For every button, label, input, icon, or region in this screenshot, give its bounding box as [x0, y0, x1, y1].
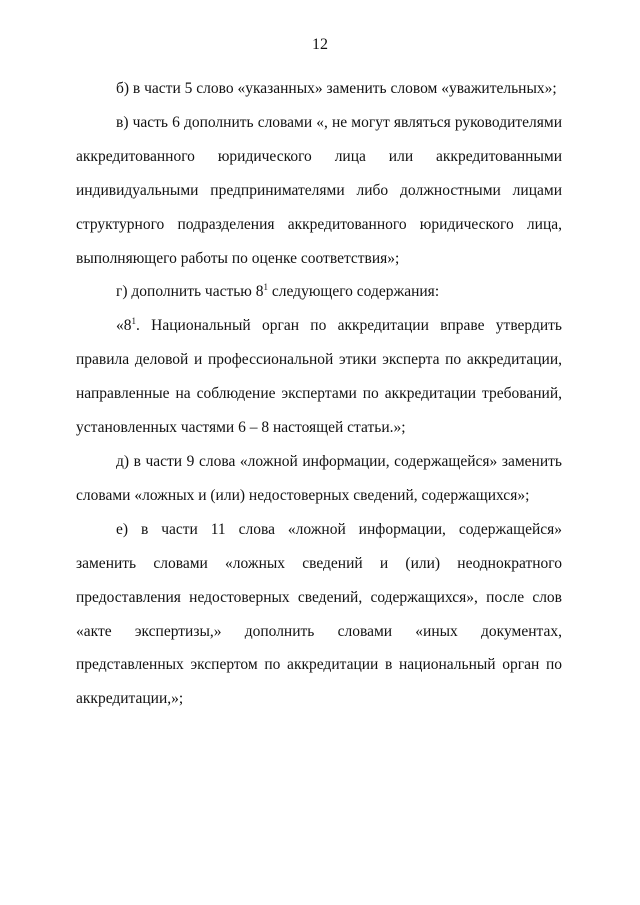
paragraph-e: е) в части 11 слова «ложной информации, содержащейся» заменить словами «ложных сведений и (или) неоднократного предоставления недостоверных сведений, содержащихся», после слов «акте экспертизы,» дополнить словами «иных документах, представленных экспертом по аккредитации в национальный орган по аккредитации,»; — [76, 520, 562, 708]
paragraph-d: д) в части 9 слова «ложной информации, содержащейся» заменить словами «ложных и (или) недостоверных сведений, содержащихся»; — [76, 452, 562, 504]
quote-8-1-text-end: . Национальный орган по аккредитации вправе утвердить правила деловой и профессиональной этики эксперта по аккредитации, направленные на соблюдение экспертами по аккредитации требований, установленных частями 6 – 8 настоящей статьи.»; — [76, 317, 562, 437]
paragraph-g — [76, 275, 562, 309]
quote-8-1-superscript: 1 — [131, 316, 136, 327]
paragraph-b: б) в части 5 слово «указанных» заменить словом «уважительных»; — [116, 80, 557, 97]
paragraph-v: в) часть 6 дополнить словами «, не могут являться руководителями аккредитованного юридического лица или аккредитованными индивидуальными предпринимателями либо должностными лицами структурного подразделения аккредитованного юридического лица, выполняющего работы по оценке соответствия»; — [76, 113, 562, 267]
paragraph-g-superscript: 1 — [263, 282, 269, 293]
document-body — [76, 72, 562, 716]
paragraph-g-text: г) дополнить частью 8 — [116, 283, 264, 301]
paragraph-quote-8-1 — [76, 309, 562, 445]
quote-8-1-text: «8 — [116, 317, 132, 335]
paragraph-g-text-end: следующего содержания: — [268, 283, 440, 301]
page-number: 12 — [312, 36, 328, 53]
